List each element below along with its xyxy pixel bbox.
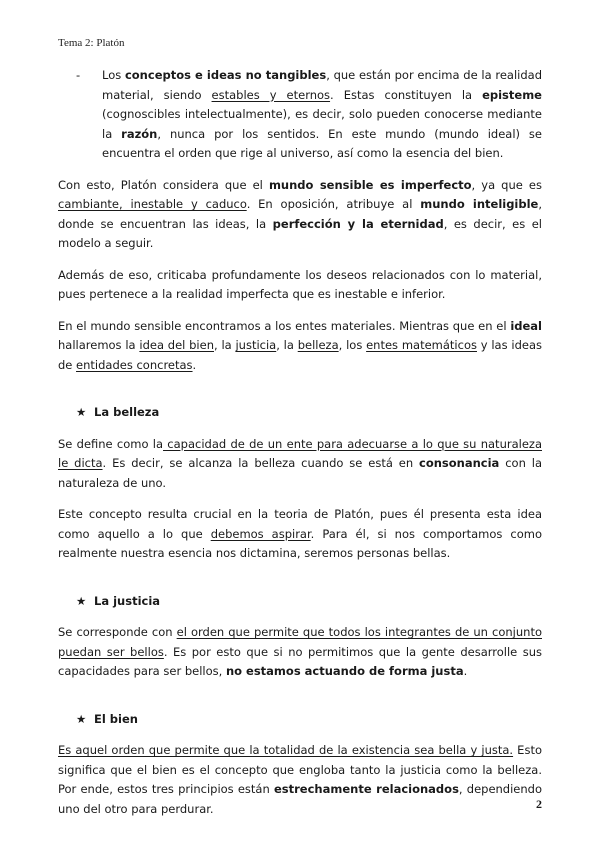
paragraph-bien: Es aquel orden que permite que la totalidad de la existencia sea bella y justa. Esto significa que el bien es el concepto que engloba tanto la justicia como la belleza. Por ende, estos tres principios están estrechamente relacionados, dependiendo uno del otro para perdurar. — [58, 743, 543, 816]
bullet-marker: - — [76, 68, 81, 82]
star-icon: ★ — [76, 711, 87, 726]
star-icon: ★ — [76, 593, 87, 608]
page-header: Tema 2: Platón — [58, 37, 125, 49]
paragraph-belleza-concepto: Este concepto resulta crucial en la teoria de Platón, pues él presenta esta idea como aquello a lo que debemos aspirar. Para él, si nos comportamos como realmente nuestra esencia nos dictamina, seremos personas bellas. — [58, 507, 542, 560]
bullet-text: Los conceptos e ideas no tangibles, que están por encima de la realidad material, siendo estables y eternos. Estas constituyen la episteme (cognoscibles intelectualmente), es decir, solo pueden conocerse mediante la razón, nunca por los sentidos. En este mundo (mundo ideal) se encuentra el orden que rige al universo, así como la esencia del bien. — [102, 68, 543, 160]
section-heading-bien — [76, 710, 542, 730]
section-title: La belleza — [94, 405, 160, 419]
document-body — [58, 66, 542, 831]
section-heading-justicia — [76, 592, 542, 612]
paragraph-entes: En el mundo sensible encontramos a los entes materiales. Mientras que en el ideal hallaremos la idea del bien, la justicia, la belleza, los entes matemáticos y las ideas de entidades concretas. — [58, 318, 542, 372]
page-number: 2 — [536, 797, 542, 811]
section-title: El bien — [94, 711, 138, 726]
star-icon: ★ — [76, 405, 87, 419]
paragraph-mundo-sensible: Con esto, Platón considera que el mundo sensible es imperfecto, ya que es cambiante, inestable y caduco. En oposición, atribuye al mundo inteligible, donde se encuentran las ideas, la perfección y la eternidad, es decir, es el modelo a seguir. — [58, 177, 543, 250]
paragraph-justicia: Se corresponde con el orden que permite que todos los integrantes de un conjunto puedan ser bellos. Es por esto que si no permitimos que la gente desarrolle sus capacidades para ser bellos, no estamos actuando de forma justa. — [58, 625, 542, 678]
section-title: La justicia — [94, 593, 161, 608]
paragraph-deseos: Además de eso, criticaba profundamente los deseos relacionados con lo material, pues pertenece a la realidad imperfecta que es inestable e inferior. — [58, 267, 542, 301]
bullet-item-ideas — [76, 66, 542, 164]
paragraph-belleza-definicion: Se define como la capacidad de de un ente para adecuarse a lo que su naturaleza le dicta. Es decir, se alcanza la belleza cuando se está en consonancia con la naturaleza de uno. — [58, 436, 542, 490]
section-heading-belleza — [76, 403, 542, 423]
